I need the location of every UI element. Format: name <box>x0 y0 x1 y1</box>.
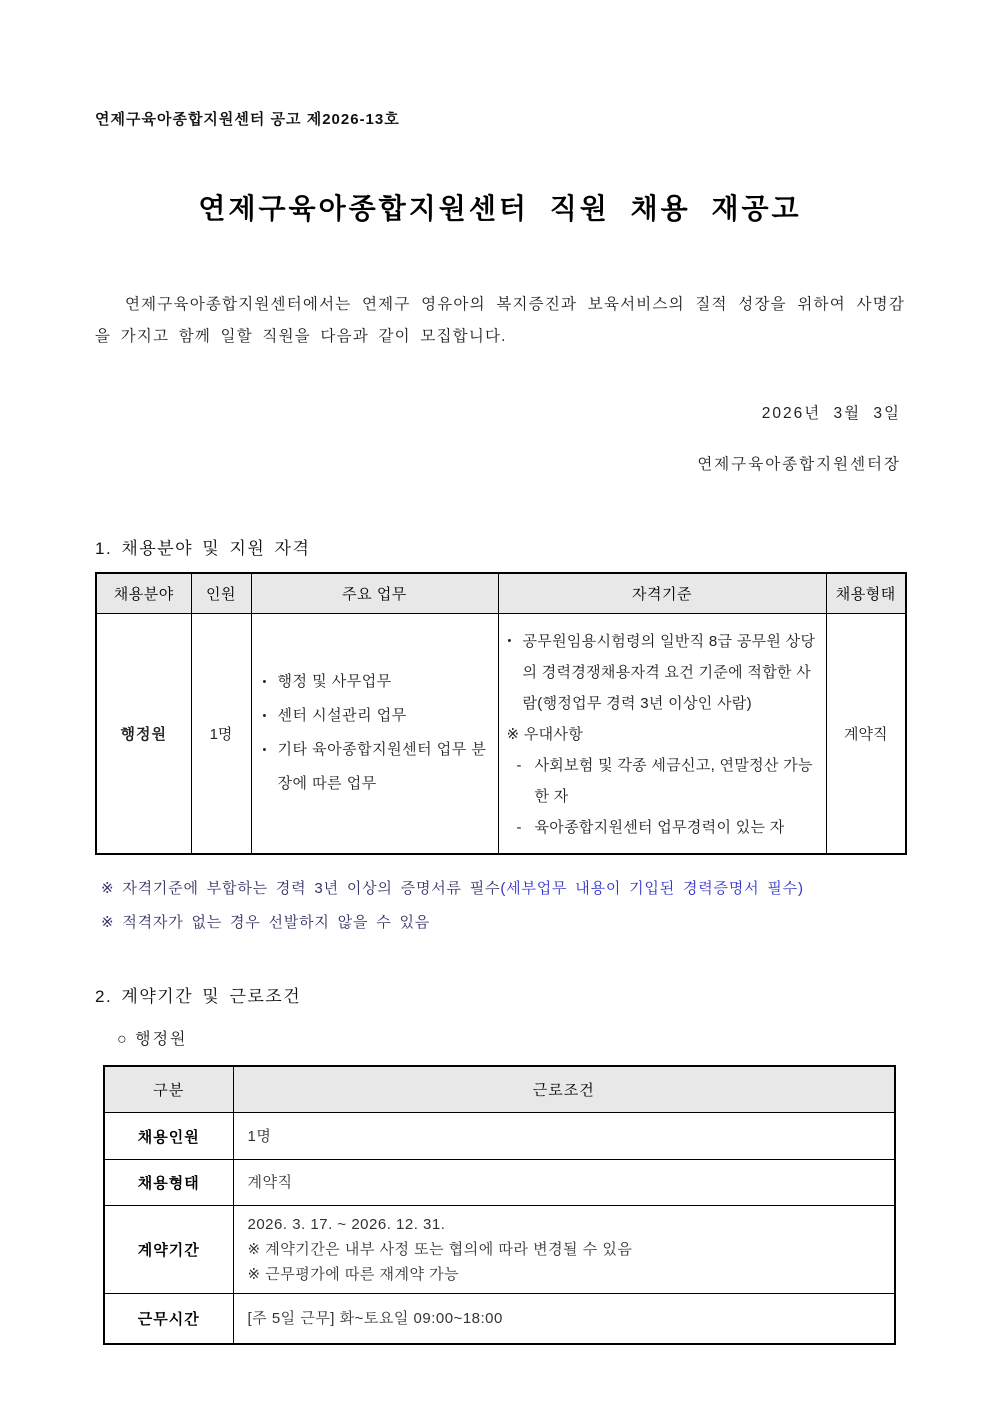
note-main: ※ 자격기준에 부합하는 경력 3년 이상의 증명서류 필수 <box>101 879 501 897</box>
preferred-text: 육아종합지원센터 업무경력이 있는 자 <box>534 818 785 836</box>
doc-number: 연제구육아종합지원센터 공고 제2026-13호 <box>95 111 400 128</box>
preferred-item <box>505 750 820 812</box>
section1-heading: 1. 채용분야 및 지원 자격 <box>95 539 311 558</box>
qualification-text: 공무원임용시험령의 일반직 8급 공무원 상당의 경력경쟁채용자격 요건 기준에 적합한 사람(행정업무 경력 3년 이상인 사람) <box>522 632 816 712</box>
note-main: ※ 적격자가 없는 경우 선발하지 않을 수 있음 <box>101 913 431 931</box>
table-row <box>104 1113 895 1160</box>
row-value: 계약직 <box>233 1160 895 1206</box>
section2-heading: 2. 계약기간 및 근로조건 <box>95 986 302 1006</box>
work-conditions-table <box>103 1065 896 1345</box>
note-paren: (세부업무 내용이 기입된 경력증명서 필수) <box>500 879 804 897</box>
dash-icon: - <box>516 756 522 774</box>
contract-period-line: ※ 계약기간은 내부 사정 또는 협의에 따라 변경될 수 있음 <box>247 1241 633 1258</box>
employment-type-cell: 계약직 <box>826 613 906 854</box>
row-value <box>233 1206 895 1294</box>
col-header-field: 채용분야 <box>96 573 191 613</box>
recruitment-table <box>95 572 907 855</box>
field-cell: 행정원 <box>96 613 191 854</box>
bullet-icon: • <box>262 710 267 722</box>
row-label: 채용인원 <box>104 1113 233 1160</box>
conditions-header-row <box>104 1066 895 1113</box>
note-line <box>101 906 905 940</box>
col-header-type: 채용형태 <box>826 573 906 613</box>
bullet-icon: • <box>262 744 267 756</box>
col-header-qualification: 자격기준 <box>498 573 826 613</box>
intro-paragraph: 연제구육아종합지원센터에서는 연제구 영유아의 복지증진과 보육서비스의 질적 성장을 위하여 사명감을 가지고 함께 일할 직원을 다음과 같이 모집합니다. <box>95 296 905 345</box>
table-row <box>104 1294 895 1344</box>
duty-text: 행정 및 사무업무 <box>277 673 392 690</box>
row-value: 1명 <box>233 1113 895 1160</box>
bullet-icon: • <box>262 676 267 688</box>
table-row <box>96 613 906 854</box>
col-header-count: 인원 <box>191 573 251 613</box>
count-cell: 1명 <box>191 613 251 854</box>
row-label: 근무시간 <box>104 1294 233 1344</box>
duty-item <box>260 733 492 801</box>
dash-icon: - <box>516 818 522 836</box>
row-label: 계약기간 <box>104 1206 233 1294</box>
preferred-text: 사회보험 및 각종 세금신고, 연말정산 가능한 자 <box>534 756 813 805</box>
duty-item <box>260 665 492 699</box>
announcement-date: 2026년 3월 3일 <box>761 405 901 422</box>
preferred-item <box>505 812 820 843</box>
col-header-category: 구분 <box>104 1066 233 1113</box>
bullet-icon: • <box>507 634 512 647</box>
contract-period-line: 2026. 3. 17. ~ 2026. 12. 31. <box>247 1216 446 1233</box>
recruitment-table-header-row <box>96 573 906 613</box>
duty-item <box>260 699 492 733</box>
qualification-item <box>505 626 820 719</box>
preferred-label: ※ 우대사항 <box>506 725 583 743</box>
duties-cell <box>251 613 498 854</box>
col-header-duties: 주요 업무 <box>251 573 498 613</box>
qualification-cell <box>498 613 826 854</box>
table-notes <box>101 872 905 940</box>
row-value: [주 5일 근무] 화~토요일 09:00~18:00 <box>233 1294 895 1344</box>
duty-text: 센터 시설관리 업무 <box>277 707 407 724</box>
announcement-signer: 연제구육아종합지원센터장 <box>697 456 901 473</box>
col-header-conditions: 근로조건 <box>233 1066 895 1113</box>
table-row <box>104 1206 895 1294</box>
row-label: 채용형태 <box>104 1160 233 1206</box>
duty-text: 기타 육아종합지원센터 업무 분장에 따른 업무 <box>277 741 487 792</box>
note-line <box>101 872 905 906</box>
page-title: 연제구육아종합지원센터 직원 채용 재공고 <box>198 193 802 224</box>
table-row <box>104 1160 895 1206</box>
section2-subheading: ○ 행정원 <box>117 1030 188 1048</box>
contract-period-line: ※ 근무평가에 따른 재계약 가능 <box>247 1266 460 1283</box>
